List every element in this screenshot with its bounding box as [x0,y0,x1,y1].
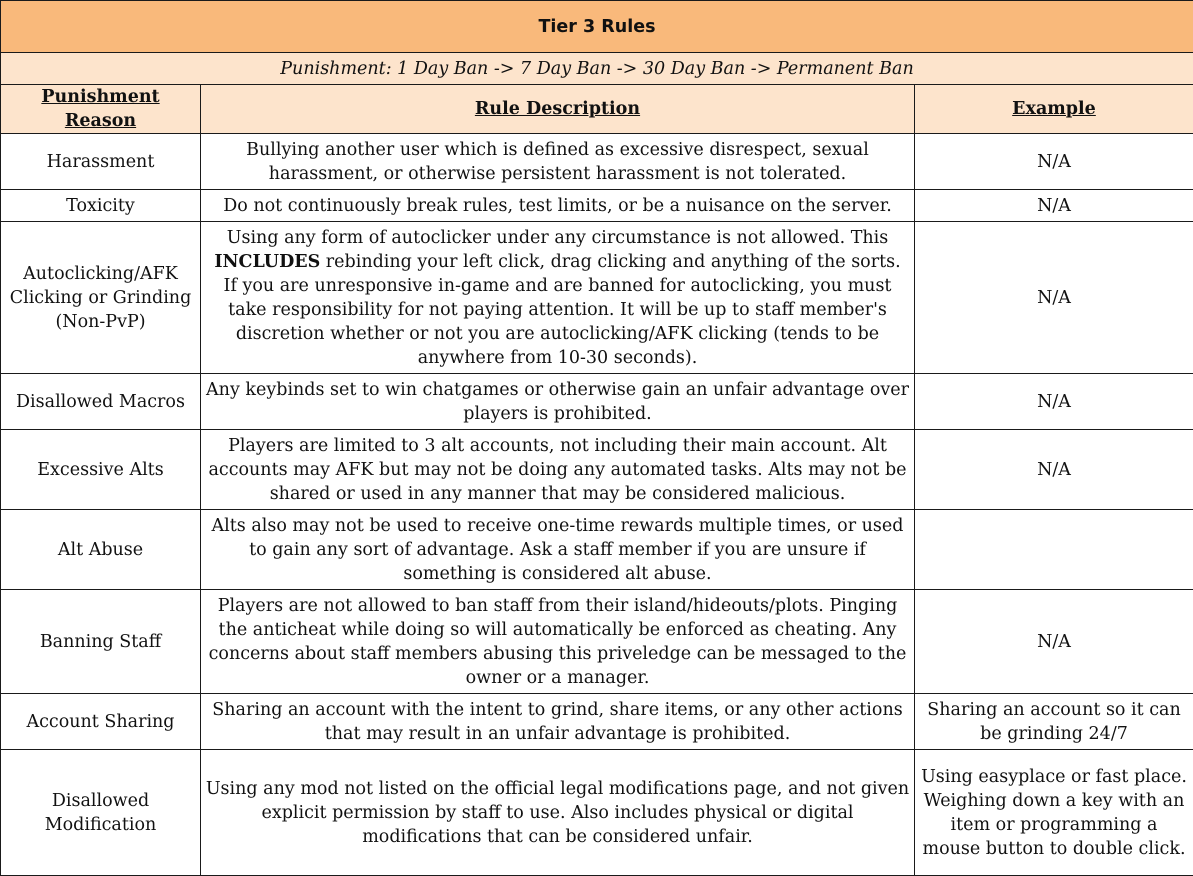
row-reason: Disallowed Macros [1,374,201,430]
row-reason: Disallowed Modification [1,750,201,876]
row-description: Using any mod not listed on the official legal modifications page, and not given explicit permission by staff to use. Also includes physical or digital modifications that can be considered unfair. [201,750,915,876]
row-reason: Harassment [1,134,201,190]
table-row [1,590,1193,694]
table-row [1,134,1193,190]
row-description: Sharing an account with the intent to grind, share items, or any other actions that may result in an unfair advantage is prohibited. [201,694,915,750]
header-description: Rule Description [201,85,915,134]
row-description: Players are limited to 3 alt accounts, not including their main account. Alt accounts may AFK but may not be doing any automated tasks. Alts may not be shared or used in any manner that may be considered malicious. [201,430,915,510]
title-row [1,1,1193,53]
description-emphasis: INCLUDES [214,252,320,272]
row-description: Any keybinds set to win chatgames or otherwise gain an unfair advantage over players is prohibited. [201,374,915,430]
header-example: Example [915,85,1193,134]
row-example [915,510,1193,590]
header-reason: Punishment Reason [1,85,201,134]
row-reason: Alt Abuse [1,510,201,590]
row-reason: Account Sharing [1,694,201,750]
header-row [1,85,1193,134]
row-description: Alts also may not be used to receive one-time rewards multiple times, or used to gain any sort of advantage. Ask a staff member if you are unsure if something is considered alt abuse. [201,510,915,590]
description-text: rebinding your left click, drag clicking and anything of the sorts. If you are unresponsive in-game and are banned for autoclicking, you must take responsibility for not paying attention. It will be up to staff member's discretion whether or not you are autoclicking/AFK clicking (tends to be anywhere from 10-30 seconds). [224,252,901,368]
table-row [1,510,1193,590]
row-example: Using easyplace or fast place. Weighing down a key with an item or programming a mouse button to double click. [915,750,1193,876]
table-row [1,374,1193,430]
row-reason: Autoclicking/AFK Clicking or Grinding (Non-PvP) [1,222,201,374]
table-row [1,190,1193,222]
punishment-ladder: Punishment: 1 Day Ban -> 7 Day Ban -> 30 Day Ban -> Permanent Ban [1,53,1193,85]
punishment-row [1,53,1193,85]
row-description: Players are not allowed to ban staff from their island/hideouts/plots. Pinging the anticheat while doing so will automatically be enforced as cheating. Any concerns about staff members abusing this priveledge can be messaged to the owner or a manager. [201,590,915,694]
page-title: Tier 3 Rules [1,1,1193,53]
row-description [201,222,915,374]
table-row [1,222,1193,374]
row-example: N/A [915,222,1193,374]
row-example: N/A [915,190,1193,222]
row-reason: Banning Staff [1,590,201,694]
table-row [1,430,1193,510]
row-example: Sharing an account so it can be grinding 24/7 [915,694,1193,750]
table-row [1,694,1193,750]
row-reason: Excessive Alts [1,430,201,510]
row-example: N/A [915,590,1193,694]
row-reason: Toxicity [1,190,201,222]
row-description: Bullying another user which is defined as excessive disrespect, sexual harassment, or otherwise persistent harassment is not tolerated. [201,134,915,190]
row-example: N/A [915,374,1193,430]
description-text: Using any form of autoclicker under any circumstance is not allowed. This [227,228,889,248]
row-example: N/A [915,430,1193,510]
table-row [1,750,1193,876]
row-example: N/A [915,134,1193,190]
row-description: Do not continuously break rules, test limits, or be a nuisance on the server. [201,190,915,222]
